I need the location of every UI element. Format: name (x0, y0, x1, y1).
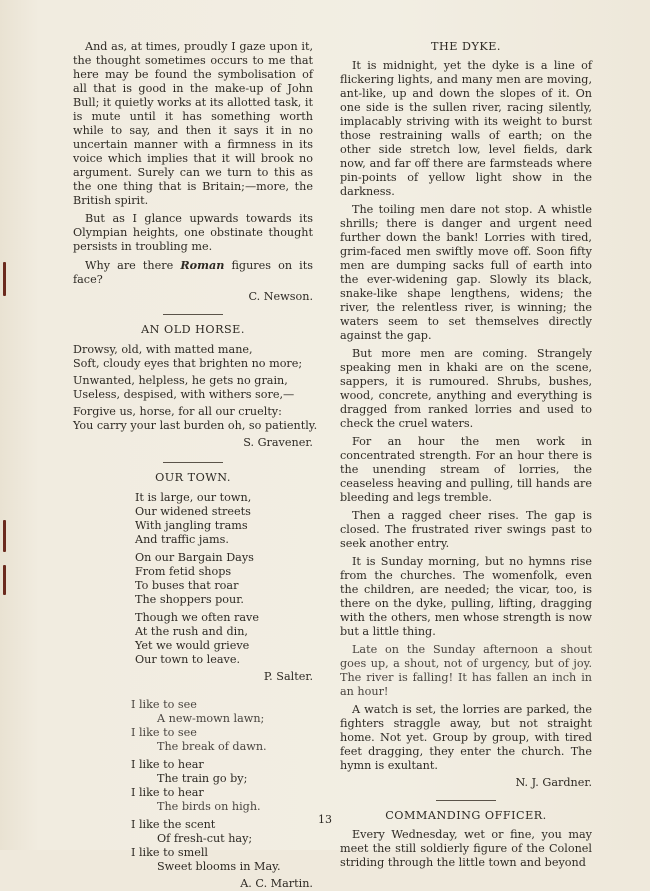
poem-author: A. C. Martin. (240, 877, 313, 890)
poem-line: I like to hear (131, 758, 204, 771)
article-title: COMMANDING OFFICER. (385, 809, 547, 822)
essay-author: C. Newson. (248, 290, 313, 303)
poem-line: Of fresh-cut hay; (157, 832, 253, 845)
article-paragraph: It is midnight, yet the dyke is a line of flickering lights, and many men are moving, ant-like, up and down the slopes of it. On one side is the sullen river, racing silently, implacably striving with its weight to burst those restraining walls of earth; on the other side stretch low, level fields, dark now, and far off there are farmsteads where pin-points of yellow light show in the darkness. (340, 59, 592, 198)
article-paragraph: Then a ragged cheer rises. The gap is closed. The frustrated river swings past to seek another entry. (340, 509, 592, 550)
article-paragraph: Late on the Sunday afternoon a shout goes up, a shout, not of urgency, but of joy. The river is falling! It has fallen an inch in an hour! (340, 643, 592, 698)
poem-line: To buses that roar (135, 579, 239, 592)
poem-old-horse (73, 343, 318, 433)
poem-line: I like to see (131, 726, 197, 739)
stanza (135, 611, 313, 667)
essay-paragraph: But as I glance upwards towards its Olympian heights, one obstinate thought persists in troubling me. (73, 212, 313, 253)
poem-line: The break of dawn. (157, 740, 267, 753)
stanza (131, 758, 313, 814)
poem-line: On our Bargain Days (135, 551, 254, 564)
poem-line: I like to smell (131, 846, 209, 859)
poem-line: The shoppers pour. (135, 593, 244, 606)
margin-mark (3, 262, 6, 296)
poem-line: Drowsy, old, with matted mane, (73, 343, 253, 356)
poem-author: S. Gravener. (243, 436, 313, 449)
poem-line: You carry your last burden oh, so patiently. (73, 419, 318, 432)
article-title: THE DYKE. (431, 40, 501, 53)
poem-line: A new-mown lawn; (157, 712, 265, 725)
poem-author: P. Salter. (263, 670, 313, 683)
poem-line: It is large, our town, (135, 491, 252, 504)
poem-line: At the rush and din, (135, 625, 248, 638)
article-paragraph: It is Sunday morning, but no hymns rise from the churches. The womenfolk, even the children, are needed; the vicar, too, is there on the dyke, pulling, lifting, dragging with the others, men whose strength is now but a little thing. (340, 555, 592, 638)
divider (436, 800, 496, 801)
poem-i-like (73, 698, 313, 874)
article-author: N. J. Gardner. (515, 776, 592, 789)
poem-line: I like to see (131, 698, 197, 711)
poem-line: Useless, despised, with withers sore,— (73, 388, 295, 401)
margin-mark (3, 520, 6, 552)
article-paragraph: For an hour the men work in concentrated strength. For an hour there is the unending stream of lorries, the ceaseless heaving and pulling, till hands are bleeding and legs tremble. (340, 435, 592, 504)
poem-line: Forgive us, horse, for all our cruelty: (73, 405, 282, 418)
right-column (340, 40, 592, 870)
article-paragraph: Every Wednesday, wet or fine, you may meet the still soldierly figure of the Colonel striding through the little town and beyond (340, 828, 592, 869)
poem-line: Yet we would grieve (135, 639, 250, 652)
left-column (73, 40, 318, 891)
poem-line: From fetid shops (135, 565, 232, 578)
poem-title: OUR TOWN. (155, 471, 231, 484)
poem-line: And traffic jams. (135, 533, 229, 546)
poem-our-town (73, 491, 313, 667)
poem-line: Sweet blooms in May. (157, 860, 281, 873)
poem-line: I like to hear (131, 786, 204, 799)
essay-paragraph: And as, at times, proudly I gaze upon it, the thought sometimes occurs to me that here may be found the symbolisation of all that is good in the make-up of John Bull; it quietly works at its allotted task, it is mute until it has something worth while to say, and then it says it in no uncertain manner with a firmness in its voice which implies that it will brook no argument. Surely can we turn to this as the one thing that is Britain;—more, the British spirit. (73, 40, 313, 207)
poem-line: Though we often rave (135, 611, 259, 624)
margin-mark (3, 565, 6, 595)
stanza (135, 491, 313, 547)
poem-line: With jangling trams (135, 519, 248, 532)
divider (163, 314, 223, 315)
article-paragraph: A watch is set, the lorries are parked, the fighters straggle away, but not straight home. Not yet. Group by group, with tired feet dragging, they enter the church. The hymn is exultant. (340, 703, 592, 772)
essay-paragraph: Why are there Roman figures on its face? (73, 258, 314, 286)
article-paragraph: But more men are coming. Strangely speaking men in khaki are on the scene, sappers, it is rumoured. Shrubs, bushes, wood, concrete, anything and everything is dragged from ranked lorries and used to check the cruel waters. (340, 347, 592, 430)
article-paragraph: The toiling men dare not stop. A whistle shrills; there is danger and urgent need further down the bank! Lorries with tired, grim-faced men swiftly move off. Soon fifty men are dumping sacks full of earth into the ever-widening gap. Slowly its black, snake-like shape lengthens, widens; the river, the relentless river, is winning; the waters seem to set themselves directly against the gap. (340, 203, 592, 342)
poem-title: AN OLD HORSE. (141, 323, 245, 336)
page-number: 13 (318, 813, 332, 826)
stanza (131, 818, 313, 874)
poem-line: The birds on high. (157, 800, 261, 813)
poem-line: The train go by; (157, 772, 248, 785)
stanza (135, 551, 313, 607)
poem-line: Our town to leave. (135, 653, 241, 666)
divider (163, 462, 223, 463)
poem-line: Soft, cloudy eyes that brighten no more; (73, 357, 303, 370)
poem-line: I like the scent (131, 818, 216, 831)
poem-line: Our widened streets (135, 505, 251, 518)
poem-line: Unwanted, helpless, he gets no grain, (73, 374, 288, 387)
stanza (131, 698, 313, 754)
